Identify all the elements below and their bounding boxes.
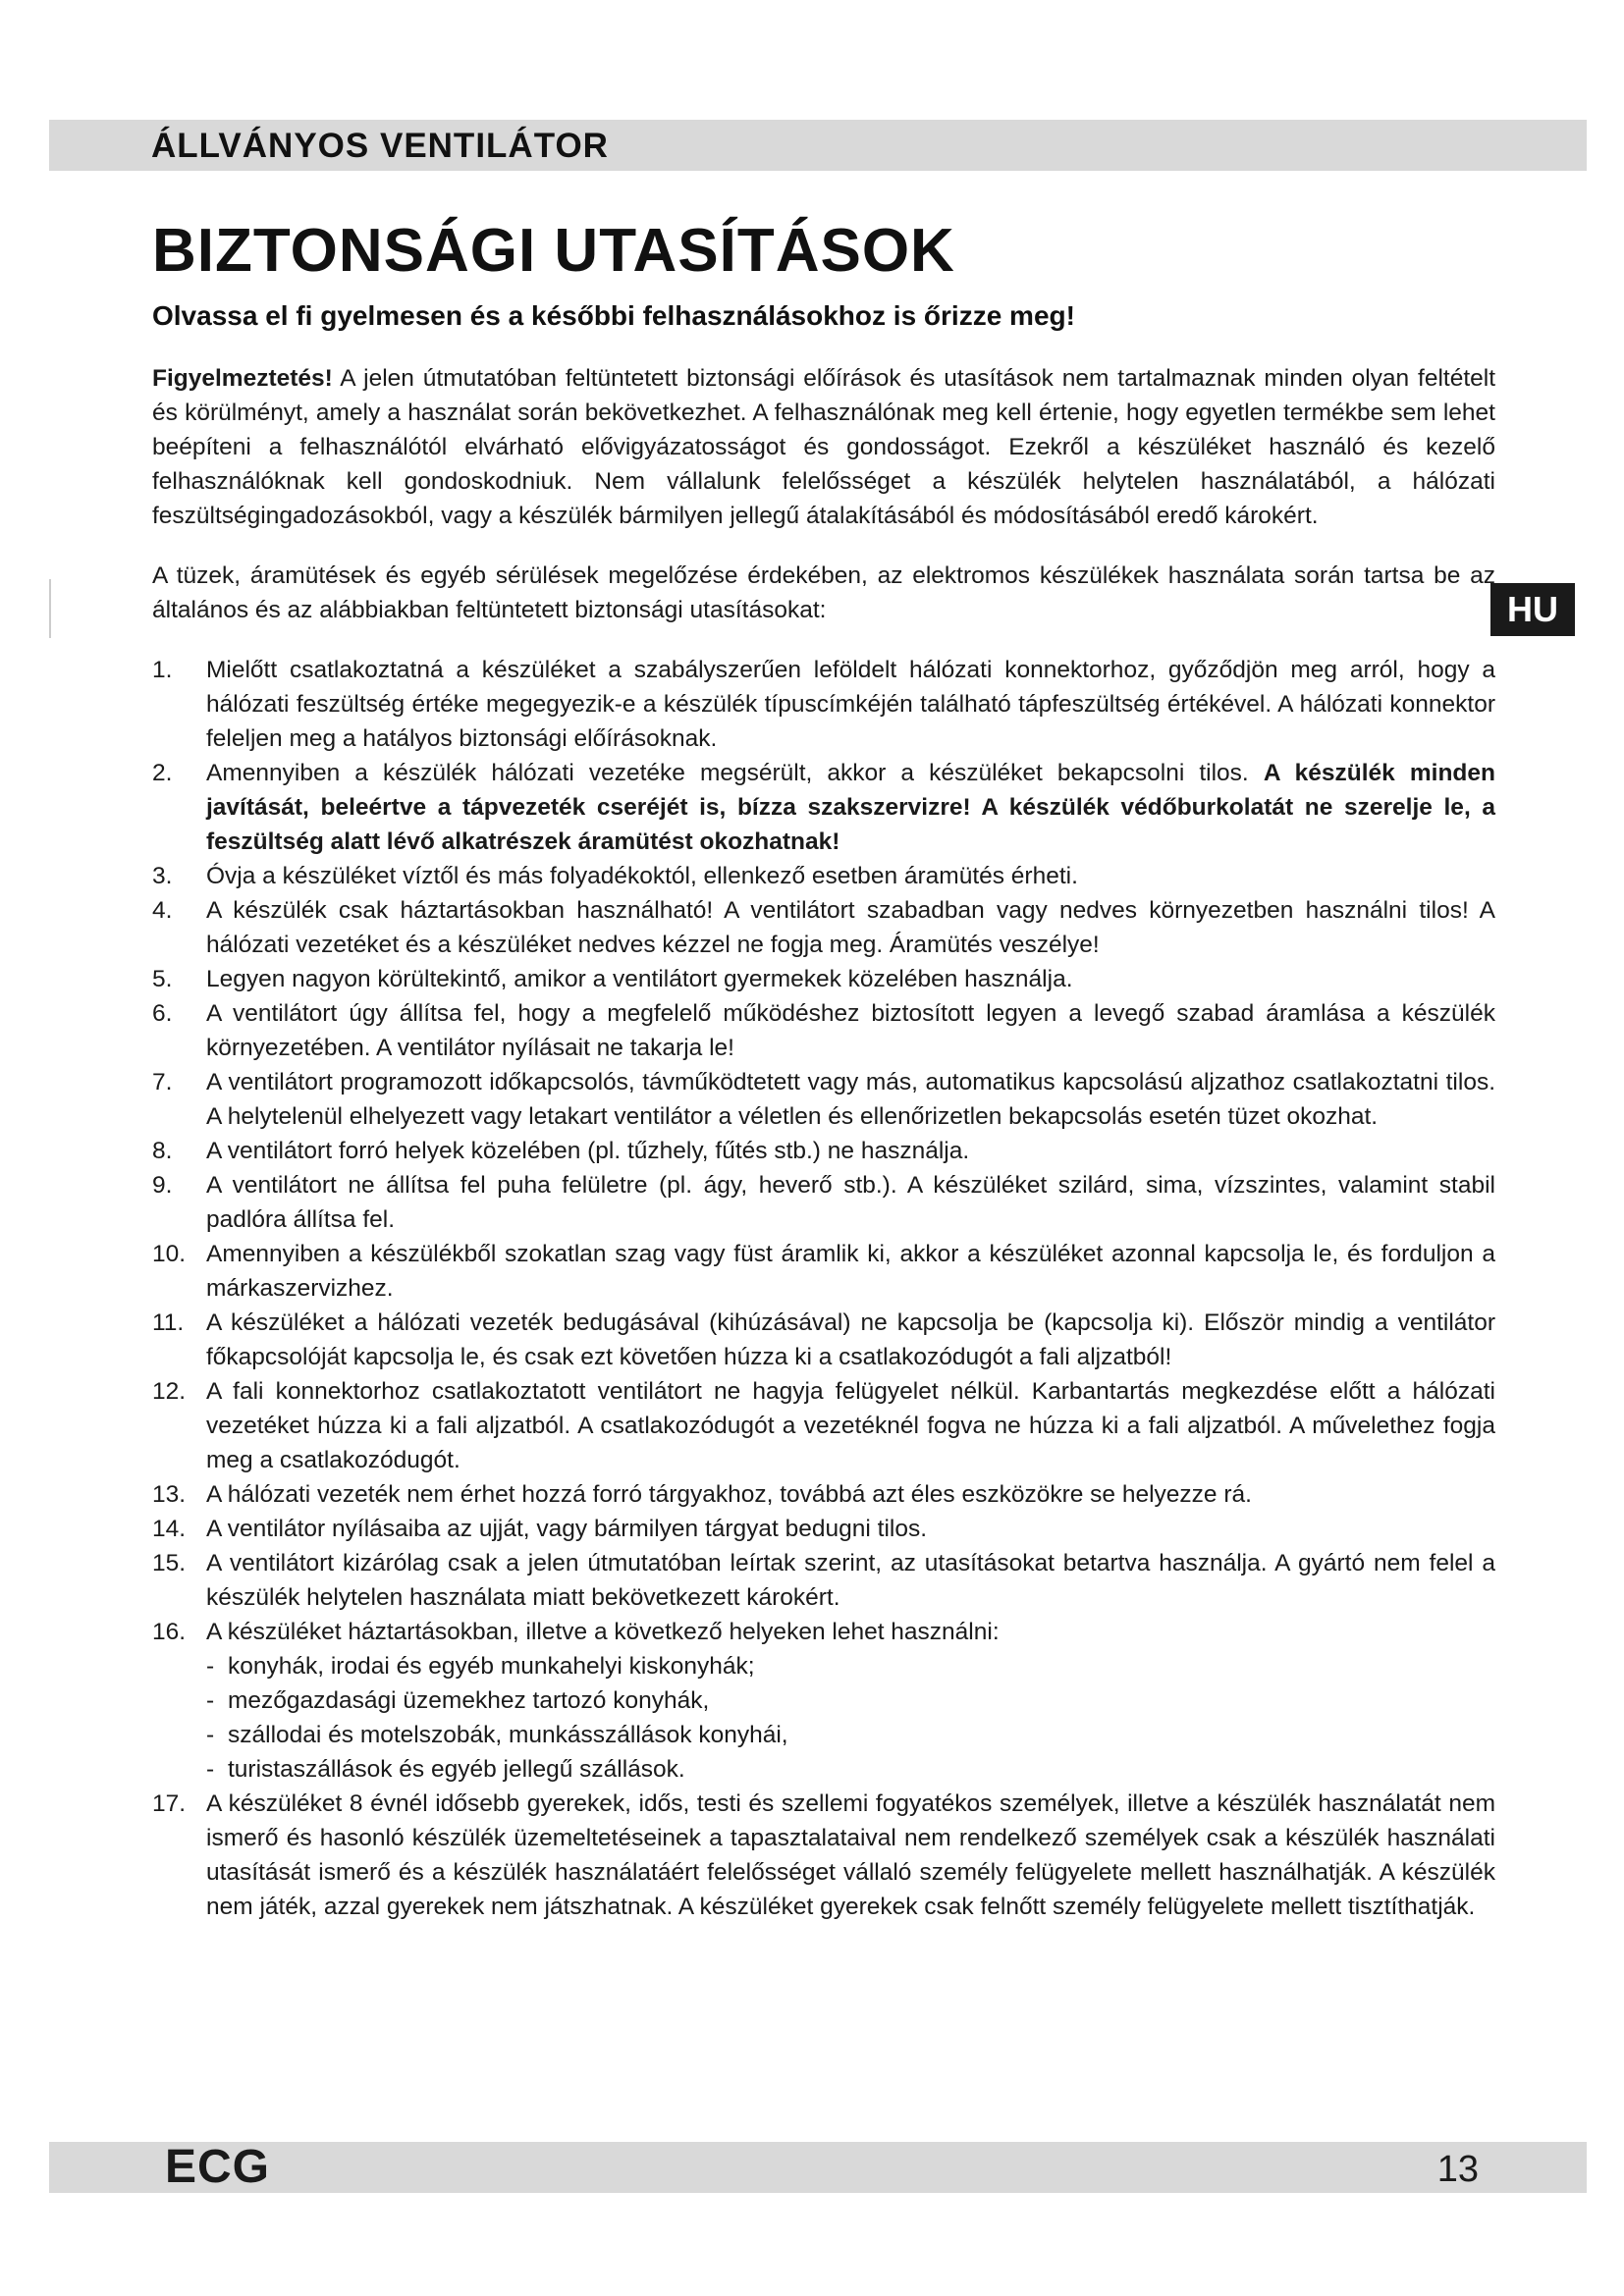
- list-item: - mezőgazdasági üzemekhez tartozó konyhák,: [206, 1687, 710, 1714]
- list-item: 6. A ventilátort úgy állítsa fel, hogy a megfelelő működéshez biztosított legyen a levegő szabad áramlása a készülék környezetében. A ventilátor nyílásait ne takarja le!: [152, 1000, 1495, 1061]
- page-subtitle: Olvassa el fi gyelmesen és a későbbi felhasználásokhoz is őrizze meg!: [152, 300, 1075, 331]
- list-item: 3. Óvja a készüléket víztől és más folyadékoktól, ellenkező esetben áramütés érheti.: [152, 863, 1078, 889]
- warning-lead: Figyelmeztetés!: [152, 365, 333, 392]
- usage-places-list: [206, 1649, 1495, 1787]
- content-body: [152, 361, 1495, 1924]
- margin-rule: [49, 579, 51, 638]
- list-item: 12. A fali konnektorhoz csatlakoztatott ventilátort ne hagyja felügyelet nélkül. Karbantartás megkezdése előtt a hálózati vezetéket húzza ki a fali aljzatból. A csatlakozódugót a vezetéknél fogva ne húzza ki a fali aljzatból. A művelethez fogja meg a csatlakozódugót.: [152, 1378, 1495, 1473]
- list-item: 9. A ventilátort ne állítsa fel puha felületre (pl. ágy, heverő stb.). A készüléket szilárd, sima, vízszintes, valamint stabil padlóra állítsa fel.: [152, 1172, 1495, 1233]
- section-label: ÁLLVÁNYOS VENTILÁTOR: [151, 127, 609, 165]
- warning-text: A jelen útmutatóban feltüntetett biztonsági előírások és utasítások nem tartalmaznak minden olyan feltételt és körülményt, amely a használat során bekövetkezhet. A felhasználónak meg kell értenie, hogy egyetlen termékbe sem lehet beépíteni a felhasználótól elvárható elővigyázatosságot és gondosságot. Ezekről a készüléket használó és kezelő felhasználóknak kell gondoskodniuk. Nem vállalunk felelősséget a készülék helytelen használatából, a hálózati feszültségingadozásokból, vagy a készülék bármilyen jellegű átalakításából és módosításából eredő károkért.: [152, 365, 1495, 529]
- intro-paragraph: A tüzek, áramütések és egyéb sérülések megelőzése érdekében, az elektromos készülékek használata során tartsa be az általános és az alábbiakban feltüntetett biztonsági utasításokat:: [152, 562, 1495, 623]
- brand-logo: ECG: [165, 2141, 271, 2193]
- list-item: - konyhák, irodai és egyéb munkahelyi kiskonyhák;: [206, 1653, 755, 1680]
- list-item: - turistaszállások és egyéb jellegű szállások.: [206, 1756, 685, 1783]
- warning-paragraph: [152, 361, 1495, 533]
- list-item: 8. A ventilátort forró helyek közelében (pl. tűzhely, fűtés stb.) ne használja.: [152, 1138, 970, 1164]
- list-item: 4. A készülék csak háztartásokban használható! A ventilátort szabadban vagy nedves környezetben használni tilos! A hálózati vezetéket és a készüléket nedves kézzel ne fogja meg. Áramütés veszélye!: [152, 897, 1495, 958]
- list-item: 1. Mielőtt csatlakoztatná a készüléket a szabályszerűen leföldelt hálózati konnektorhoz, győződjön meg arról, hogy a hálózati feszültség értéke megegyezik-e a készülék típuscímkéjén található tápfeszültség értékével. A hálózati konnektor feleljen meg a hatályos biztonsági előírásoknak.: [152, 657, 1495, 752]
- list-item: 14. A ventilátor nyílásaiba az ujját, vagy bármilyen tárgyat bedugni tilos.: [152, 1516, 928, 1542]
- footer-band: [49, 2142, 1587, 2193]
- page-number: 13: [1436, 2149, 1479, 2190]
- list-item: 15. A ventilátort kizárólag csak a jelen útmutatóban leírtak szerint, az utasításokat betartva használja. A gyártó nem felel a készülék helytelen használata miatt bekövetkezett károkért.: [152, 1550, 1495, 1611]
- list-item: 13. A hálózati vezeték nem érhet hozzá forró tárgyakhoz, továbbá azt éles eszközökre se helyezze rá.: [152, 1481, 1252, 1508]
- list-item: 7. A ventilátort programozott időkapcsolós, távműködtetett vagy más, automatikus kapcsolású aljzathoz csatlakoztatni tilos. A helytelenül elhelyezett vagy letakart ventilátor a véletlen és ellenőrizetlen bekapcsolás esetén tüzet okozhat.: [152, 1069, 1495, 1130]
- list-item: 17. A készüléket 8 évnél idősebb gyerekek, idős, testi és szellemi fogyatékos személyek, illetve a készülék használatát nem ismerő és hasonló készülék üzemeltetéseinek a tapasztalataival nem rendelkező személyek csak a készülék használati utasítását ismerő és a készülék használatáért felelősséget vállaló személy felügyelete mellett használhatják. A készülék nem játék, azzal gyerekek nem játszhatnak. A készüléket gyerekek csak felnőtt személy felügyelete mellett tisztíthatják.: [152, 1790, 1495, 1920]
- list-item: 16. A készüléket háztartásokban, illetve a következő helyeken lehet használni: - konyhák, irodai és egyéb munkahelyi kiskonyhák; - mezőgazdasági üzemekhez tartozó konyhák, - szállodai és motelszobák, munkásszállások konyhái, - turistaszállások és egyéb jellegű szállások.: [152, 1615, 1495, 1787]
- list-item: 11. A készüléket a hálózati vezeték bedugásával (kihúzásával) ne kapcsolja be (kapcsolja ki). Először mindig a ventilátor főkapcsolóját kapcsolja le, és csak ezt követően húzza ki a csatlakozódugót a fali aljzatból!: [152, 1309, 1495, 1370]
- safety-rules-list: [152, 653, 1495, 1924]
- list-item: 5. Legyen nagyon körültekintő, amikor a ventilátort gyermekek közelében használja.: [152, 966, 1073, 992]
- header-band: [49, 120, 1587, 171]
- bold-warning: A készülék minden javítását, beleértve a tápvezeték cseréjét is, bízza szakszervizre! A készülék védőburkolatát ne szerelje le, a feszültség alatt lévő alkatrészek áramütést okozhatnak!: [206, 760, 1495, 855]
- language-tag: HU: [1490, 583, 1575, 636]
- list-item: - szállodai és motelszobák, munkásszállások konyhái,: [206, 1722, 788, 1748]
- list-item: 10. Amennyiben a készülékből szokatlan szag vagy füst áramlik ki, akkor a készüléket azonnal kapcsolja le, és forduljon a márkaszervizhez.: [152, 1241, 1495, 1302]
- page-title: BIZTONSÁGI UTASÍTÁSOK: [152, 217, 955, 285]
- list-item: 2. Amennyiben a készülék hálózati vezetéke megsérült, akkor a készüléket bekapcsolni tilos. A készülék minden javítását, beleértve a tápvezeték cseréjét is, bízza szakszervizre! A készülék védőburkolatát ne szerelje le, a feszültség alatt lévő alkatrészek áramütést okozhatnak!: [152, 760, 1495, 855]
